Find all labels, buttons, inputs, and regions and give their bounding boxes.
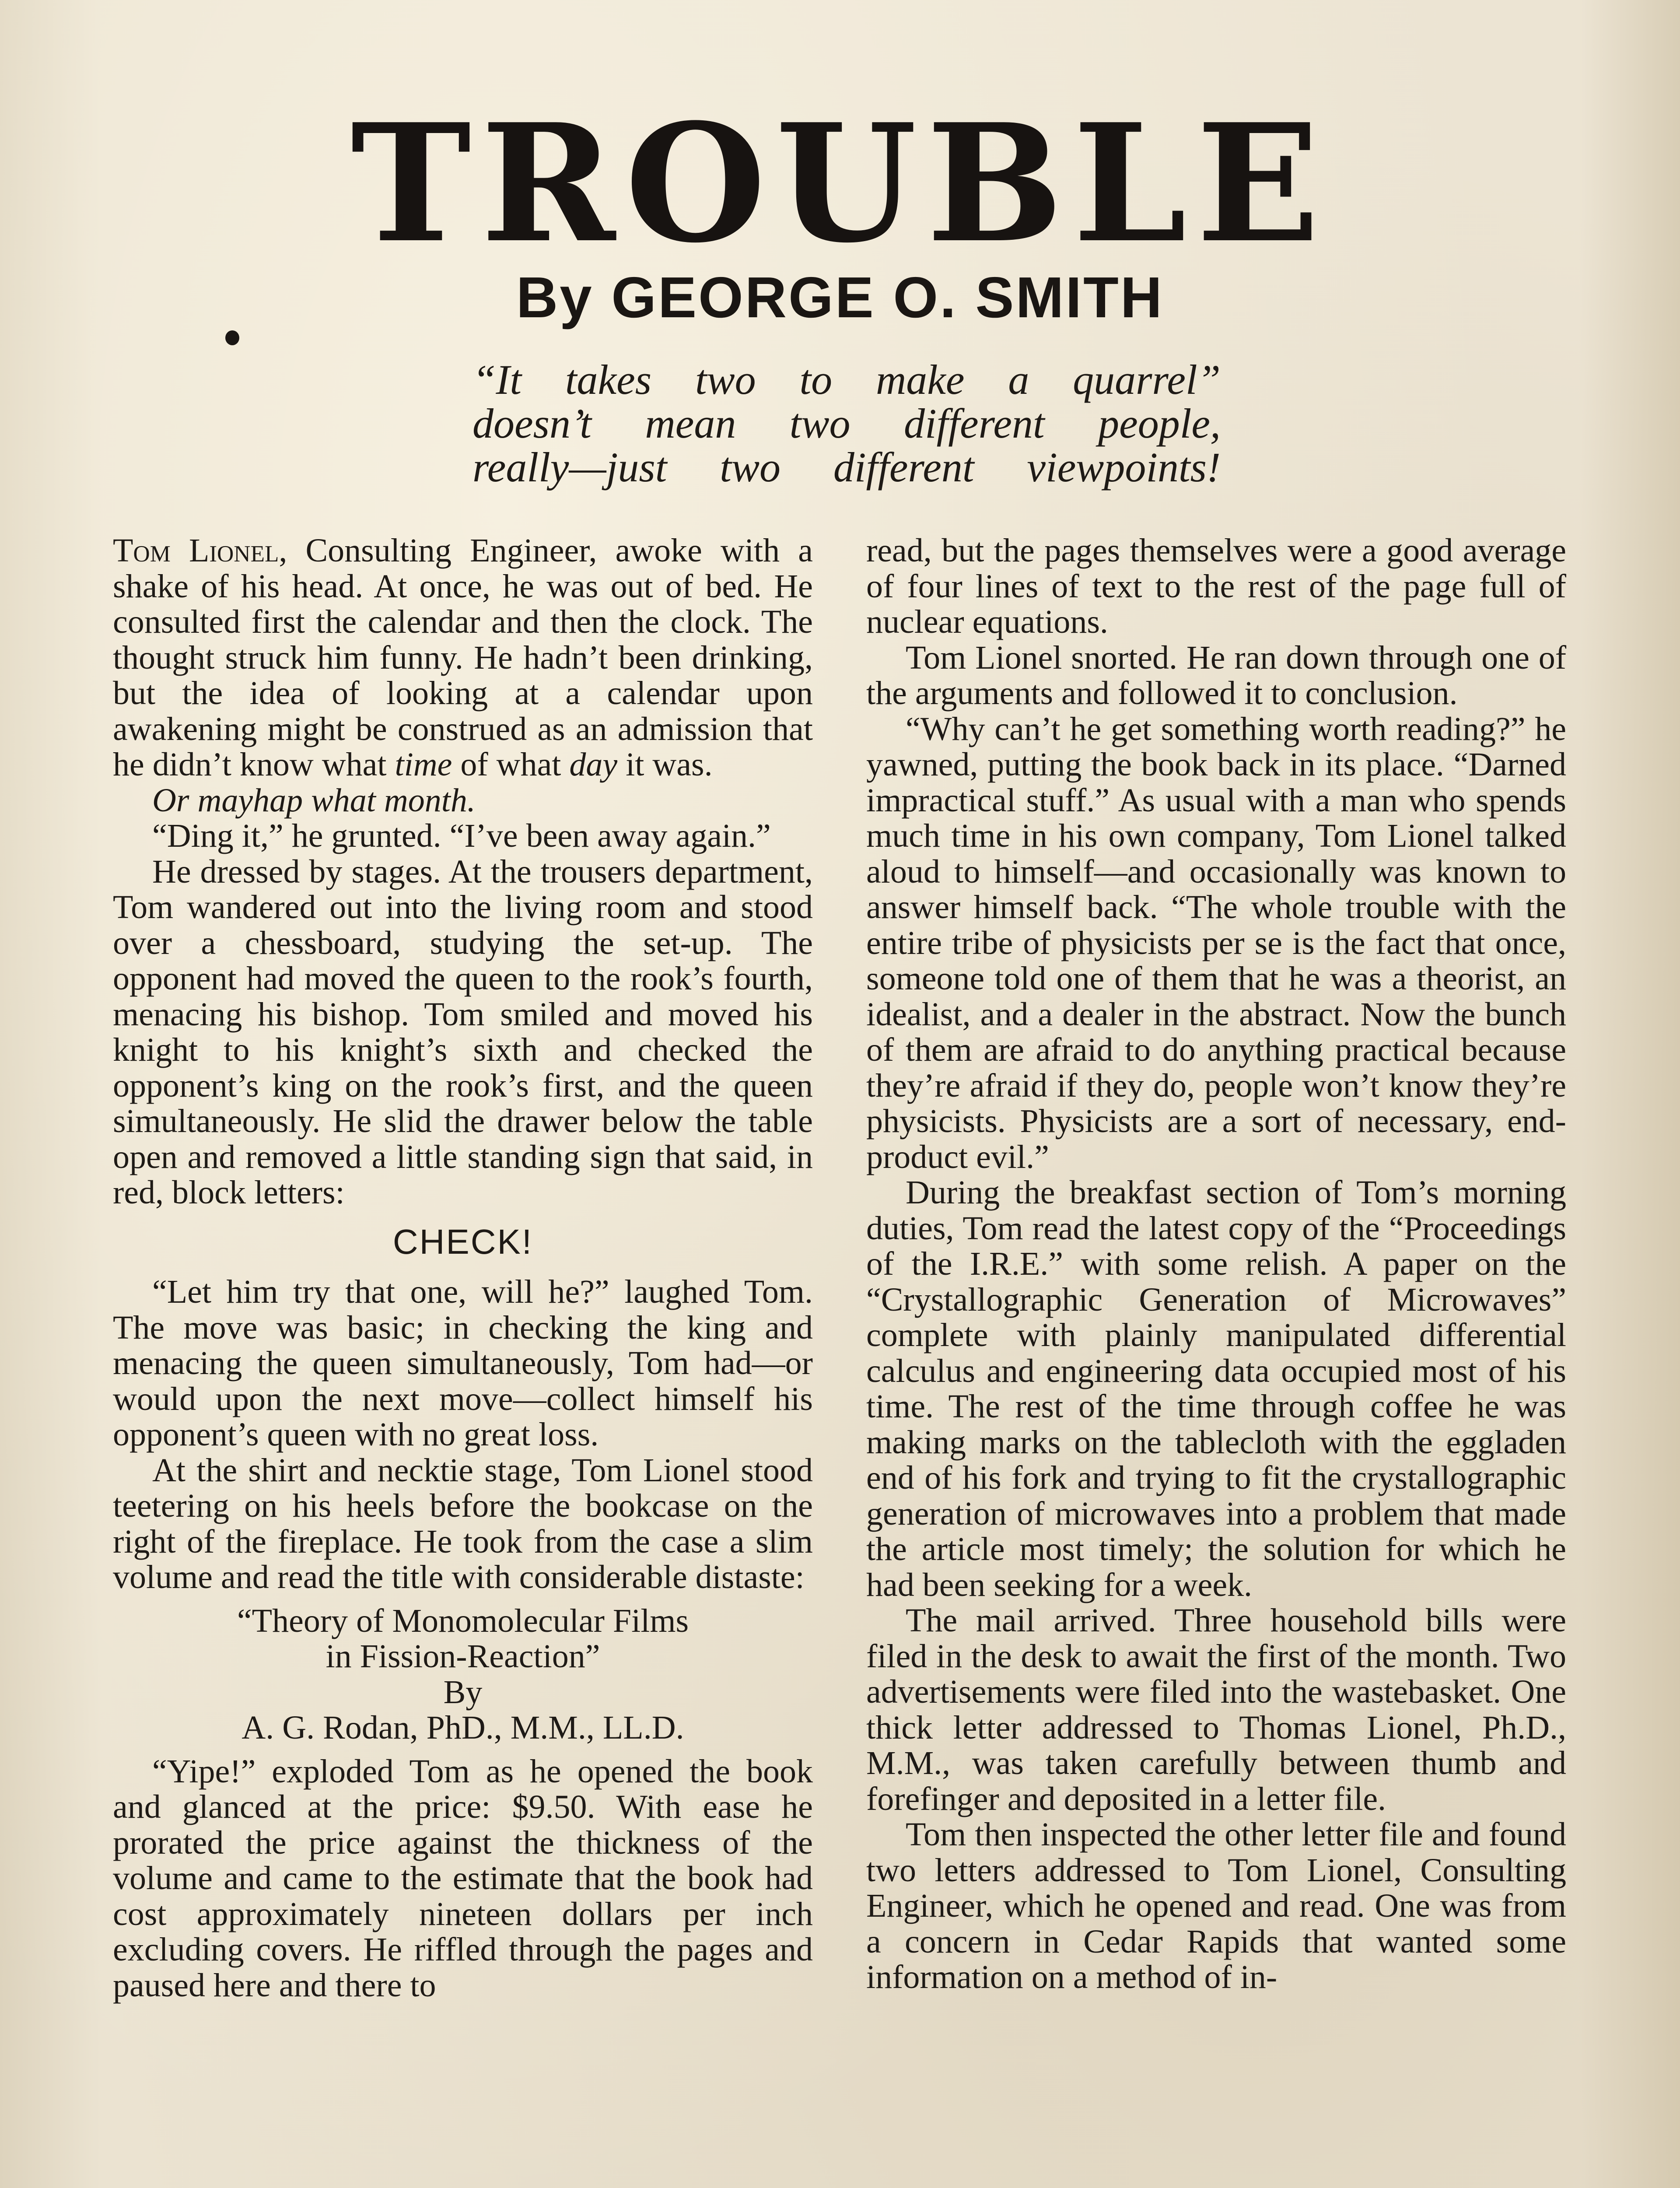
text-run: , Consulting Engineer, awoke with a shake of his head. At once, he was out of bed. He consulted first the calendar and then the clock. The thought struck him funny. He hadn’t been drinking, but the idea of looking at a calendar upon awakening might be construed as an admission that he didn’t know what xyxy=(113,532,813,783)
tagline-line: “It takes two to make a quarrel” xyxy=(472,356,1221,403)
paragraph: “Why can’t he get something worth reading?” he yawned, putting the book back in its place. “Darned impractical stuff.” As usual with a man who spends much time in his own company, Tom Lionel talked aloud to himself—and occasionally was known to answer himself back. “The whole trouble with the entire tribe of physicists per se is the fact that once, someone told one of them that he was a theorist, an idealist, and a dealer in the abstract. Now the bunch of them are afraid to do anything practical because they’re afraid if they do, people won’t know they’re physicists. Physicists are a sort of necessary, end-product evil.” xyxy=(866,710,1566,1175)
paragraph: At the shirt and necktie stage, Tom Lionel stood teetering on his heels before the bookcase on the right of the fireplace. He took from the case a slim volume and read the title with considerable distaste: xyxy=(113,1452,813,1595)
paragraph: The mail arrived. Three household bills were filed in the desk to await the first of the month. Two advertisements were filed into the wastebasket. One thick letter addressed to Thomas Lionel, Ph.D., M.M., was taken carefully between thumb and forefinger and deposited in a letter file. xyxy=(866,1602,1566,1817)
author-byline: By GEORGE O. SMITH xyxy=(516,265,1164,330)
paragraph: During the breakfast section of Tom’s morning duties, Tom read the latest copy of the “Proceedings of the I.R.E.” with some relish. A paper on the “Crystallographic Generation of Microwaves” complete with plainly manipulated differential calculus and engineering data occupied most of his time. The rest of the time through coffee he was making marks on the tablecloth with the eggladen end of his fork and trying to fit the crystallographic generation of microwaves into a problem that made the article most timely; the solution for which he had been seeking for a week. xyxy=(866,1174,1566,1603)
check-sign: CHECK! xyxy=(392,1222,533,1261)
paragraph: “Ding it,” he grunted. “I’ve been away again.” xyxy=(152,817,771,854)
paragraph xyxy=(113,533,813,783)
story-tagline xyxy=(472,358,1221,489)
book-title-block xyxy=(113,1603,813,1746)
right-column xyxy=(866,533,1566,1995)
paragraph: Or mayhap what month. xyxy=(152,782,476,819)
ink-dot xyxy=(225,330,239,345)
paragraph: read, but the pages themselves were a good average of four lines of text to the rest of the page full of nuclear equations. xyxy=(866,532,1566,640)
book-by: By xyxy=(443,1673,483,1711)
paragraph: “Let him try that one, will he?” laughed Tom. The move was basic; in checking the king and menacing the queen simultaneously, Tom had—or would upon the next move—collect himself his opponent’s queen with no great loss. xyxy=(113,1273,813,1453)
emphasis: time xyxy=(395,746,452,783)
drop-lead: Tom Lionel xyxy=(113,532,279,569)
book-title-line: “Theory of Monomolecular Films xyxy=(237,1602,689,1639)
book-author: A. G. Rodan, PhD., M.M., LL.D. xyxy=(242,1709,684,1746)
text-run: it was. xyxy=(617,746,713,783)
paragraph: He dressed by stages. At the trousers department, Tom wandered out into the living room and stood over a chessboard, studying the set-up. The opponent had moved the queen to the rook’s fourth, menacing his bishop. Tom smiled and moved his knight to his knight’s sixth and checked the opponent’s king on the rook’s first, and the queen simultaneously. He slid the drawer below the table open and removed a little standing sign that said, in red, block letters: xyxy=(113,853,813,1211)
text-run: of what xyxy=(452,746,570,783)
story-title: TROUBLE xyxy=(350,89,1330,279)
book-title-line: in Fission-Reaction” xyxy=(326,1638,600,1675)
tagline-line: doesn’t mean two different people, xyxy=(472,400,1221,447)
paragraph: “Yipe!” exploded Tom as he opened the book and glanced at the price: $9.50. With ease he prorated the price against the thickness of the volume and came to the estimate that the book had cost approximately nineteen dollars per inch excluding covers. He riffled through the pages and paused here and there to xyxy=(113,1753,813,2004)
paragraph: Tom then inspected the other letter file and found two letters addressed to Tom Lionel, Consulting Engineer, which he opened and read. One was from a concern in Cedar Rapids that wanted some information on a method of in- xyxy=(866,1816,1566,1995)
tagline-line: really—just two different viewpoints! xyxy=(472,444,1221,491)
paragraph: Tom Lionel snorted. He ran down through one of the arguments and followed it to conclusion. xyxy=(866,639,1566,712)
emphasis: day xyxy=(569,746,618,783)
left-column xyxy=(113,533,813,2003)
